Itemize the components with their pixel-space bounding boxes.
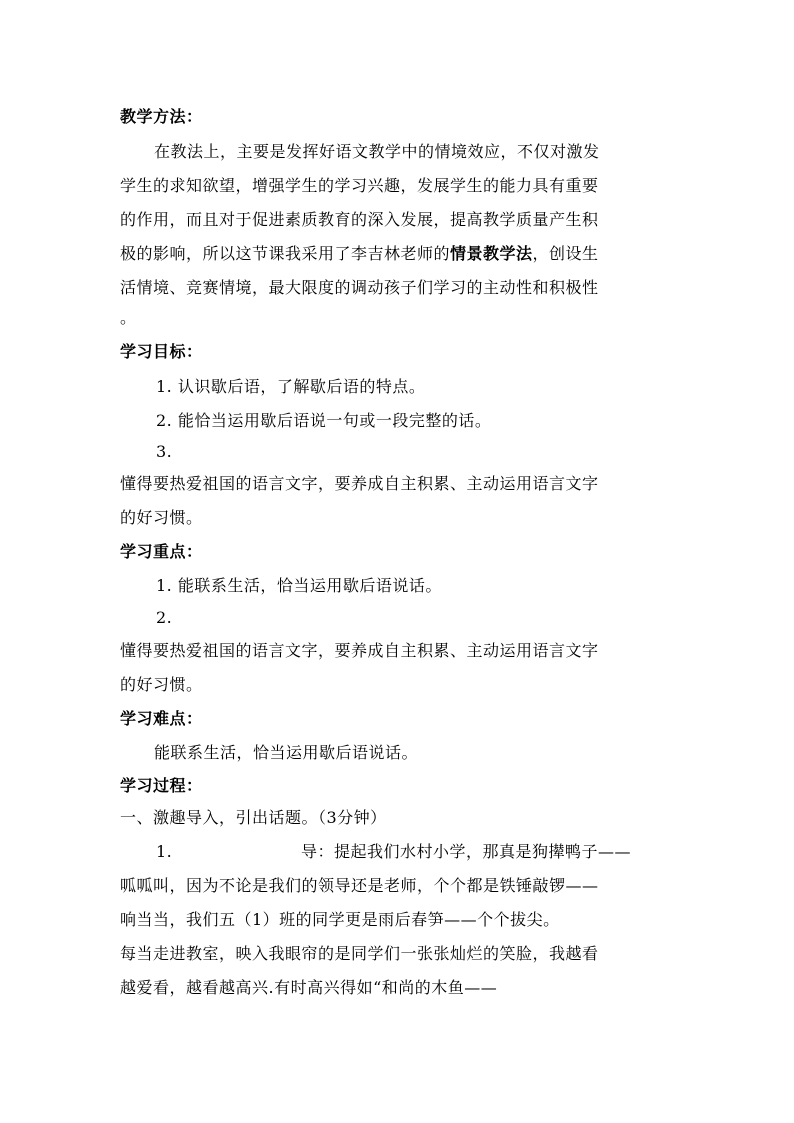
method-line-3: 的作用，而且对于促进素质教育的深入发展，提高教学质量产生积: [120, 210, 599, 229]
key-cont-2: 的好习惯。: [120, 675, 203, 694]
process-item-number: 1.: [156, 842, 173, 861]
method-line-4-tail: ，创设生: [532, 244, 599, 263]
goal-item-3: 3.: [156, 442, 173, 461]
method-line-4-text: 极的影响，所以这节课我采用了李吉林老师的: [120, 244, 451, 263]
key-item-2: 2.: [156, 608, 173, 627]
process-item-lead: 导：提起我们水村小学，那真是狗撵鸭子——: [301, 842, 632, 861]
key-heading: 学习重点：: [120, 542, 203, 561]
key-item-1: 1. 能联系生活，恰当运用歇后语说话。: [156, 576, 442, 595]
method-line-5: 活情境、竞赛情境，最大限度的调动孩子们学习的主动性和积极性: [120, 278, 599, 297]
process-line-4: 越爱看，越看越高兴.有时高兴得如“和尚的木鱼——: [120, 978, 498, 997]
goal-item-2: 2. 能恰当运用歇后语说一句或一段完整的话。: [156, 411, 492, 430]
method-line-6: 。: [120, 308, 137, 327]
goals-heading: 学习目标：: [120, 342, 203, 361]
process-line-2: 响当当，我们五（1）班的同学更是雨后春笋——个个拔尖。: [120, 910, 560, 929]
process-line-3: 每当走进教室，映入我眼帘的是同学们一张张灿烂的笑脸，我越看: [120, 944, 599, 963]
difficulty-heading: 学习难点：: [120, 709, 203, 728]
process-subheading: 一、激趣导入，引出话题。（3分钟）: [120, 808, 387, 827]
difficulty-text: 能联系生活，恰当运用歇后语说话。: [154, 743, 419, 762]
method-line-4: [120, 244, 599, 264]
process-heading: 学习过程：: [120, 776, 203, 795]
method-line-1: 在教法上，主要是发挥好语文教学中的情境效应，不仅对激发: [154, 142, 600, 161]
method-line-2: 学生的求知欲望，增强学生的学习兴趣，发展学生的能力具有重要: [120, 176, 599, 195]
goal-item-1: 1. 认识歇后语，了解歇后语的特点。: [156, 377, 426, 396]
goal-cont-2: 的好习惯。: [120, 508, 203, 527]
method-emphasis: 情景教学法: [450, 244, 533, 263]
goal-cont-1: 懂得要热爱祖国的语言文字，要养成自主积累、主动运用语言文字: [120, 474, 599, 493]
process-line-1: 呱呱叫，因为不论是我们的领导还是老师，个个都是铁锤敲锣——: [120, 876, 599, 895]
method-heading: 教学方法：: [120, 107, 203, 126]
key-cont-1: 懂得要热爱祖国的语言文字，要养成自主积累、主动运用语言文字: [120, 641, 599, 660]
